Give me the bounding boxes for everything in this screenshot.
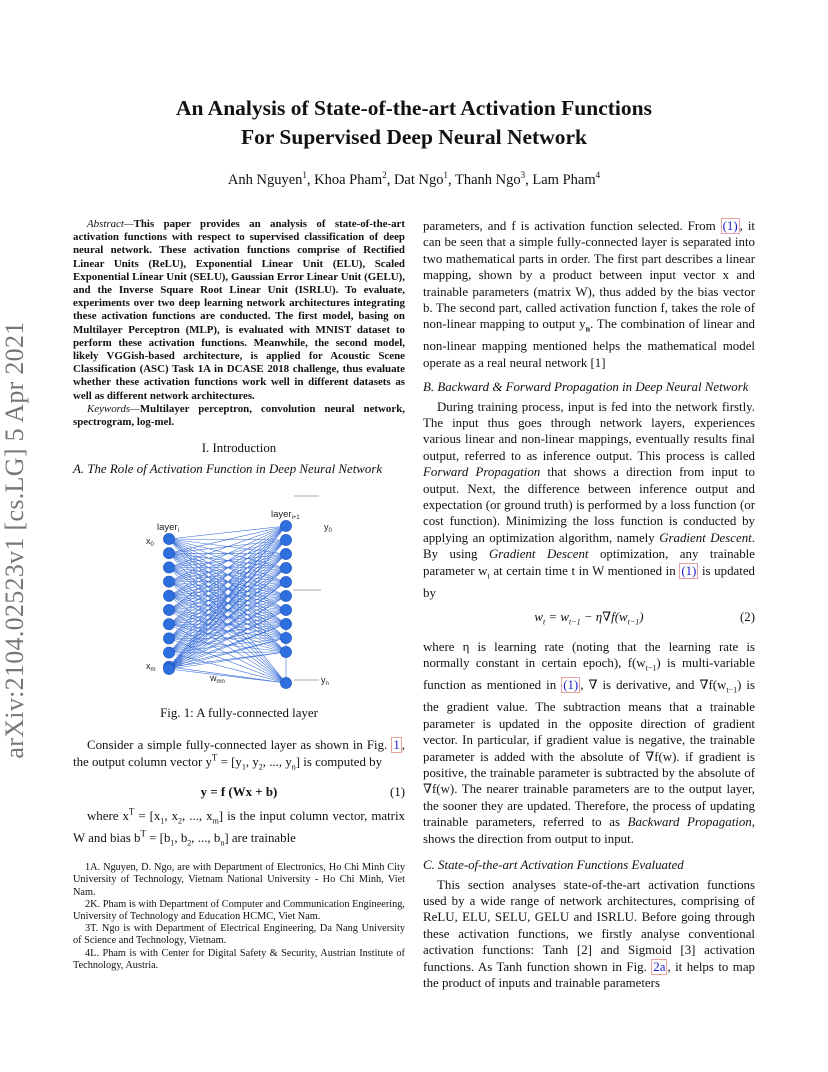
label-yn: $y_n$	[321, 675, 329, 688]
author-affiliation: 1	[443, 170, 448, 181]
footnotes	[73, 862, 405, 972]
paragraph: parameters, and f is activation function selected. From (1) , it can be seen that a simple fully-connected layer is separated into two mathematical parts in order. The first part describes a linear mapping, shown by a product between input vector x and trainable parameters (matrix W), thus added by the bias vector b. The second part, called activation function f, takes the role of non-linear mapping to output $y_n$. The combination of linear and non-linear mapping mentioned helps the mathematical model operate as a real neural network [1]	[423, 219, 756, 370]
equation-2: $w_t = w_{t-1} - \eta\nabla f(w_{t-1})$ (2)	[534, 610, 755, 627]
output-node	[280, 534, 291, 545]
left-column	[73, 218, 405, 972]
figure-edge	[169, 667, 286, 686]
input-node	[163, 604, 174, 615]
output-node	[280, 520, 291, 531]
label-y0: $y_0$	[324, 522, 332, 535]
subsection-heading-c: C. State-of-the-art Activation Functions Evaluated	[423, 858, 684, 873]
output-node	[280, 604, 291, 615]
author: Lam Pham	[532, 172, 596, 188]
equation-reference-link[interactable]: (1)	[722, 219, 738, 233]
equation-number: (1)	[389, 784, 405, 799]
input-node	[163, 548, 174, 559]
output-node	[280, 562, 291, 573]
label-layer-i: layer$_i$	[157, 522, 179, 535]
input-node	[163, 619, 174, 630]
abstract-text: This paper provides an analysis of state-of-the-art activation functions with respect to supervised classification of deep neural network. These activation functions comprise of Rectified Linear Units (ReLU), Exponential Linear Unit (ELU), Scaled Exponential Linear Unit (SELU), Gaussian Error Linear Unit (GELU), and the Inverse Square Root Linear Unit (ISRLU). To evaluate, experiments over two deep learning network architectures integrating these activation functions are conducted. The first model, basing on Multilayer Perceptron (MLP), is evaluated with MNIST dataset to perform these activation functions. Meanwhile, the second model, likely VGGish-based architecture, is applied for Acoustic Scene Classification (ASC) Task 1A in DCASE 2018 challenge, thus evaluate whether these activation functions work well in different datasets as well as different network architectures.	[73, 218, 405, 402]
output-node	[280, 548, 291, 559]
label-x0: $x_0$	[146, 536, 154, 549]
figure-fully-connected-layer	[73, 483, 405, 697]
figure-edge	[169, 669, 286, 686]
output-node	[280, 677, 291, 688]
arxiv-identifier: arXiv:2104.02523v1 [cs.LG] 5 Apr 2021	[0, 321, 29, 759]
equation-reference-link[interactable]: (1)	[563, 678, 579, 693]
author-list: Anh Nguyen$^1$, Khoa Pham$^2$, Dat Ngo$^1$, Thanh Ngo$^3$, Lam Pham$^4$	[227, 170, 601, 188]
right-column	[423, 218, 755, 991]
input-node	[163, 663, 174, 674]
paragraph: During training process, input is fed into the network firstly. The input thus goes through network layers, experiences various linear and non-linear mappings, eventually results final output, referred to as inference output. This process is called Forward Propagation that shows a direction from input to output. Next, the difference between inference output and expectation (or ground truth) is performed by a loss function (or cost function). Minimizing the loss function is conducted by applying an optimization algorithm, namely Gradient Descent. By using Gradient Descent optimization, any trainable parameter $w_t$ at certain time t in W mentioned in (1) is updated by	[423, 399, 755, 600]
output-node	[280, 576, 291, 587]
input-node	[163, 533, 174, 544]
figure-edge	[169, 596, 286, 669]
output-node	[280, 632, 291, 643]
author-affiliation: 2	[382, 170, 387, 181]
input-node	[163, 633, 174, 644]
footnote: 1A. Nguyen, D. Ngo, are with Department of Electronics, Ho Chi Minh City University of Technology, Vietnam National University - Ho Chi Minh, Viet Nam.	[73, 862, 405, 898]
section-heading-introduction: I. Introduction	[201, 441, 277, 456]
figure-caption: Fig. 1: A fully-connected layer	[160, 706, 318, 721]
paragraph: Consider a simple fully-connected layer as shown in Fig. 1 , the output column vector $y^T = [y_1$, $y_2$, ..., $y_n$] is computed by	[73, 738, 405, 772]
subsection-heading-b: B. Backward & Forward Propagation in Deep Neural Network	[423, 380, 749, 395]
figure-reference-link[interactable]: 2a	[653, 959, 666, 974]
label-xm: $x_m$	[146, 661, 156, 674]
label-wmn: $w_{mn}$	[210, 673, 225, 686]
keywords-text: Multilayer perceptron, convolution neural network, spectrogram, log-mel.	[73, 402, 405, 429]
output-node	[280, 618, 291, 629]
output-node	[280, 646, 291, 657]
footnote: 3T. Ngo is with Department of Electrical Engineering, Da Nang University of Science and Technology, Vietnam.	[73, 923, 405, 947]
input-node	[163, 576, 174, 587]
keywords: Keywords—Multilayer perceptron, convolution neural network, spectrogram, log-mel.	[73, 402, 405, 429]
equation-reference-link[interactable]: (1)	[681, 563, 697, 578]
input-node	[163, 590, 174, 601]
author: Thanh Ngo	[455, 172, 521, 188]
abstract-label: Abstract	[87, 218, 124, 230]
author: Khoa Pham	[314, 172, 383, 188]
paragraph: where η is learning rate (noting that the learning rate is normally constant in certain epoch), $f(w_{t-1})$ is multi-variable function as mentioned in (1) , ∇ is derivative, and $\nabla f(w_{t-1})$ is the gradient value. The subtraction means that a trainable parameter is updated in the opposite direction of gradient vector. In particular, if gradient value is negative, the trainable parameter is added with the absolute of ∇f(w). if gradient is positive, the trainable parameter is subtracted by the absolute of ∇f(w). The nearer trainable parameters are to the output layer, the sooner they are updated. Therefore, the process of updating trainable parameters, referred to as Backward Propagation, shows the direction from output to input.	[423, 640, 755, 846]
subsection-heading-a: A. The Role of Activation Function in Deep Neural Network	[73, 461, 383, 476]
figure-reference-link[interactable]: 1	[393, 738, 400, 753]
figure-edges	[169, 526, 286, 686]
output-node	[280, 590, 291, 601]
input-node	[163, 647, 174, 658]
label-layer-i1: layer$_{i+1}$	[271, 509, 300, 522]
author-affiliation: 4	[595, 170, 601, 181]
abstract: Abstract—This paper provides an analysis of state-of-the-art activation functions with respect to supervised classification of deep neural network. These activation functions comprise of Rectified Linear Units (ReLU), Exponential Linear Unit (ELU), Scaled Exponential Linear Unit (SELU), Gaussian Error Linear Unit (GELU), and the Inverse Square Root Linear Unit (ISRLU). To evaluate, experiments over two deep learning network architectures integrating these activation functions are conducted. The first model, basing on Multilayer Perceptron (MLP), is evaluated with MNIST dataset to perform these activation functions. Meanwhile, the second model, likely VGGish-based architecture, is applied for Acoustic Scene Classification (ASC) Task 1A in DCASE 2018 challenge, thus evaluate whether these activation functions work well in different datasets as well as different network architectures.	[73, 218, 405, 402]
author: Anh Nguyen	[227, 172, 303, 188]
author-affiliation: 1	[302, 170, 307, 181]
title-line-1: An Analysis of State-of-the-art Activation Functions	[176, 96, 652, 120]
footnote: 4L. Pham is with Center for Digital Safety & Security, Austrian Institute of Technology, Austria.	[73, 947, 405, 971]
equation-1: y = f (Wx + b) (1)	[200, 784, 405, 799]
author: Dat Ngo	[393, 172, 444, 188]
footnote: 2K. Pham is with Department of Computer and Communication Engineering, University of Technology and Education HCMC, Viet Nam.	[73, 898, 405, 923]
author-affiliation: 3	[520, 170, 526, 181]
title-line-2: For Supervised Deep Neural Network	[241, 125, 587, 149]
keywords-label: Keywords	[87, 402, 131, 415]
paragraph: This section analyses state-of-the-art activation functions used by a wide range of network architectures, comprising of ReLU, ELU, SELU, GELU and ISRLU. Before going through these activation functions, we firstly analyse conventional activation functions: Tanh [2] and Sigmoid [3] activation functions. As Tanh function shown in Fig. 2a , it helps to map the product of inputs and trainable parameters	[423, 877, 755, 990]
paper-title	[80, 94, 748, 152]
equation-number: (2)	[739, 610, 755, 625]
input-node	[163, 562, 174, 573]
paragraph: where $x^T = [x_1$, $x_2$, ..., $x_m$] is the input column vector, matrix W and bias $b^T = [b_1$, $b_2$, ..., $b_n$] are trainable	[73, 806, 406, 848]
